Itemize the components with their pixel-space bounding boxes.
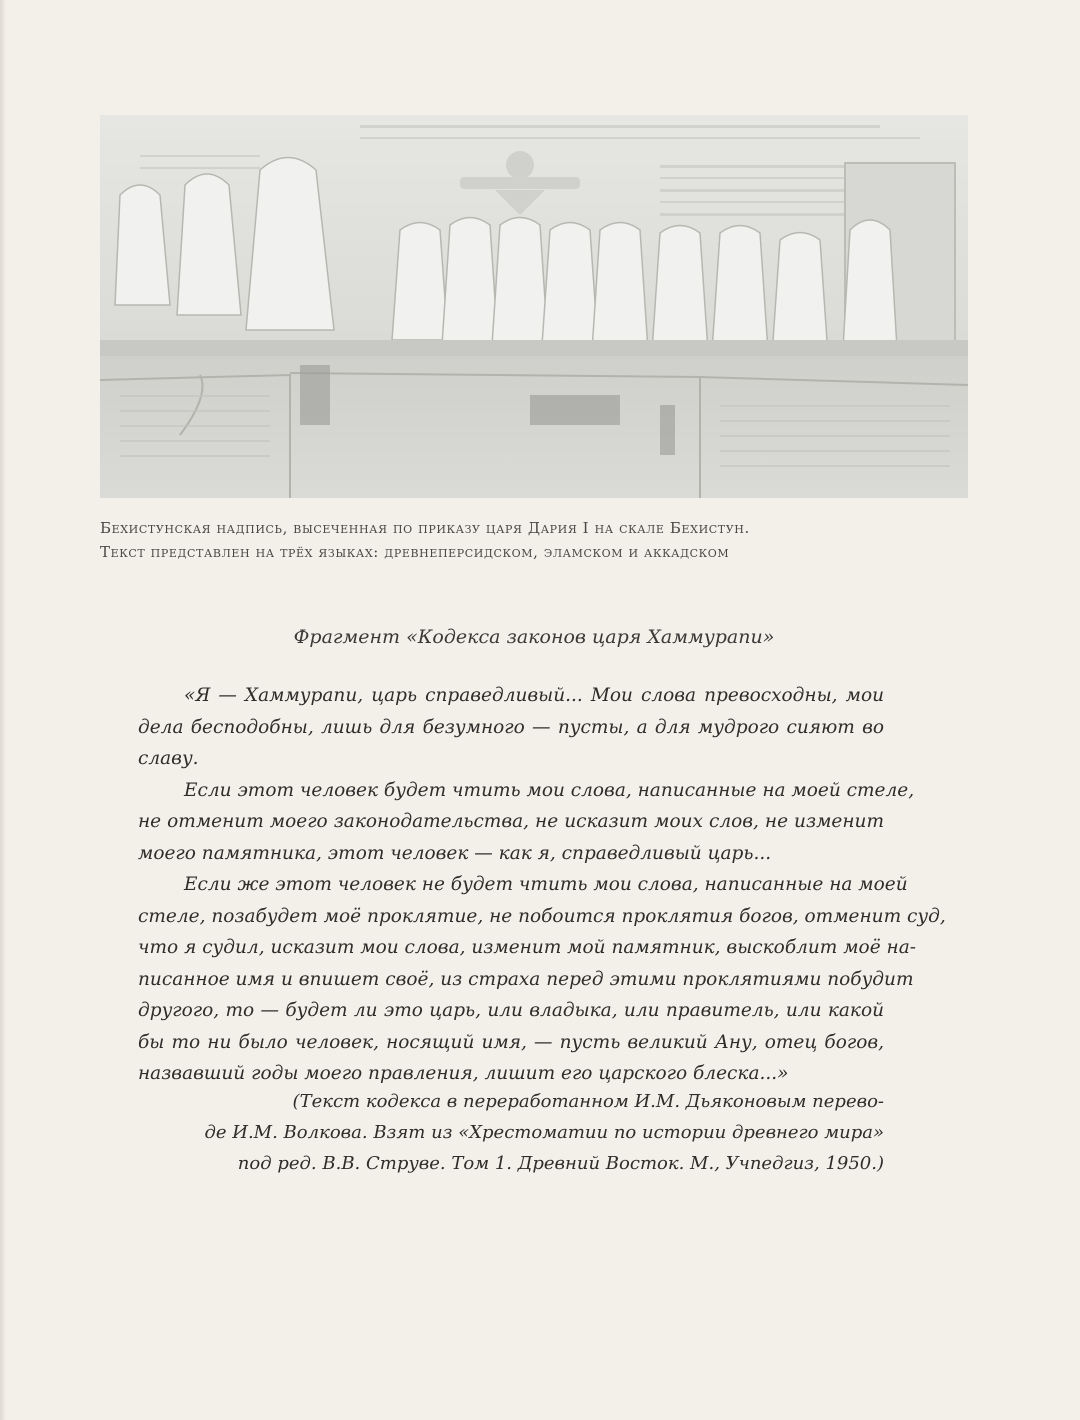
caption-line: Бехистунская надпись, высеченная по приказу царя Дария I на скале Бехистун. — [100, 519, 750, 537]
quote-line: Если же этот человек не будет чтить мои слова, написанные на моей — [184, 874, 908, 895]
quote-line: что я судил, исказит мои слова, изменит мой памятник, выскоблит моё на- — [138, 937, 916, 958]
behistun-relief-photo — [100, 115, 968, 498]
quote-line: назвавший годы моего правления, лишит его царского блеска...» — [138, 1063, 789, 1084]
quote-line: писанное имя и впишет своё, из страха перед этими проклятиями побудит — [138, 968, 914, 990]
quote-paragraph — [138, 775, 915, 870]
quote-line: не отменит моего законодательства, не исказит моих слов, не изменит — [138, 811, 884, 832]
citation-line: (Текст кодекса в переработанном И.М. Дьяконовым перево- — [292, 1091, 884, 1112]
quote-line: «Я — Хаммурапи, царь справедливый... Мои слова превосходны, мои — [184, 685, 884, 706]
quote-line: славу. — [138, 748, 199, 769]
quote-line: другого, то — будет ли это царь, или владыка, или правитель, или какой — [138, 1000, 884, 1021]
quote-line: дела бесподобны, лишь для безумного — пусты, а для мудрого сияют во — [138, 716, 884, 738]
quote-paragraph — [138, 680, 884, 775]
quote-line: стеле, позабудет моё проклятие, не побоится проклятия богов, отменит суд, — [138, 905, 946, 927]
section-heading: Фрагмент «Кодекса законов царя Хаммурапи» — [293, 626, 775, 648]
figure-caption — [100, 516, 980, 564]
page-edge — [0, 0, 6, 1420]
quote-paragraph — [138, 869, 946, 1090]
quote-line: Если этот человек будет чтить мои слова, написанные на моей стеле, — [184, 779, 915, 801]
code-quote — [138, 680, 946, 1090]
caption-line: Текст представлен на трёх языках: древнеперсидском, эламском и аккадском — [100, 543, 730, 561]
citation-line: под ред. В.В. Струве. Том 1. Древний Восток. М., Учпедгиз, 1950.) — [237, 1153, 884, 1174]
quote-line: моего памятника, этот человек — как я, справедливый царь... — [138, 842, 772, 864]
quote-line: бы то ни было человек, носящий имя, — пусть великий Ану, отец богов, — [138, 1031, 884, 1053]
source-citation — [140, 1086, 884, 1179]
citation-line: де И.М. Волкова. Взят из «Хрестоматии по истории древнего мира» — [204, 1122, 884, 1143]
